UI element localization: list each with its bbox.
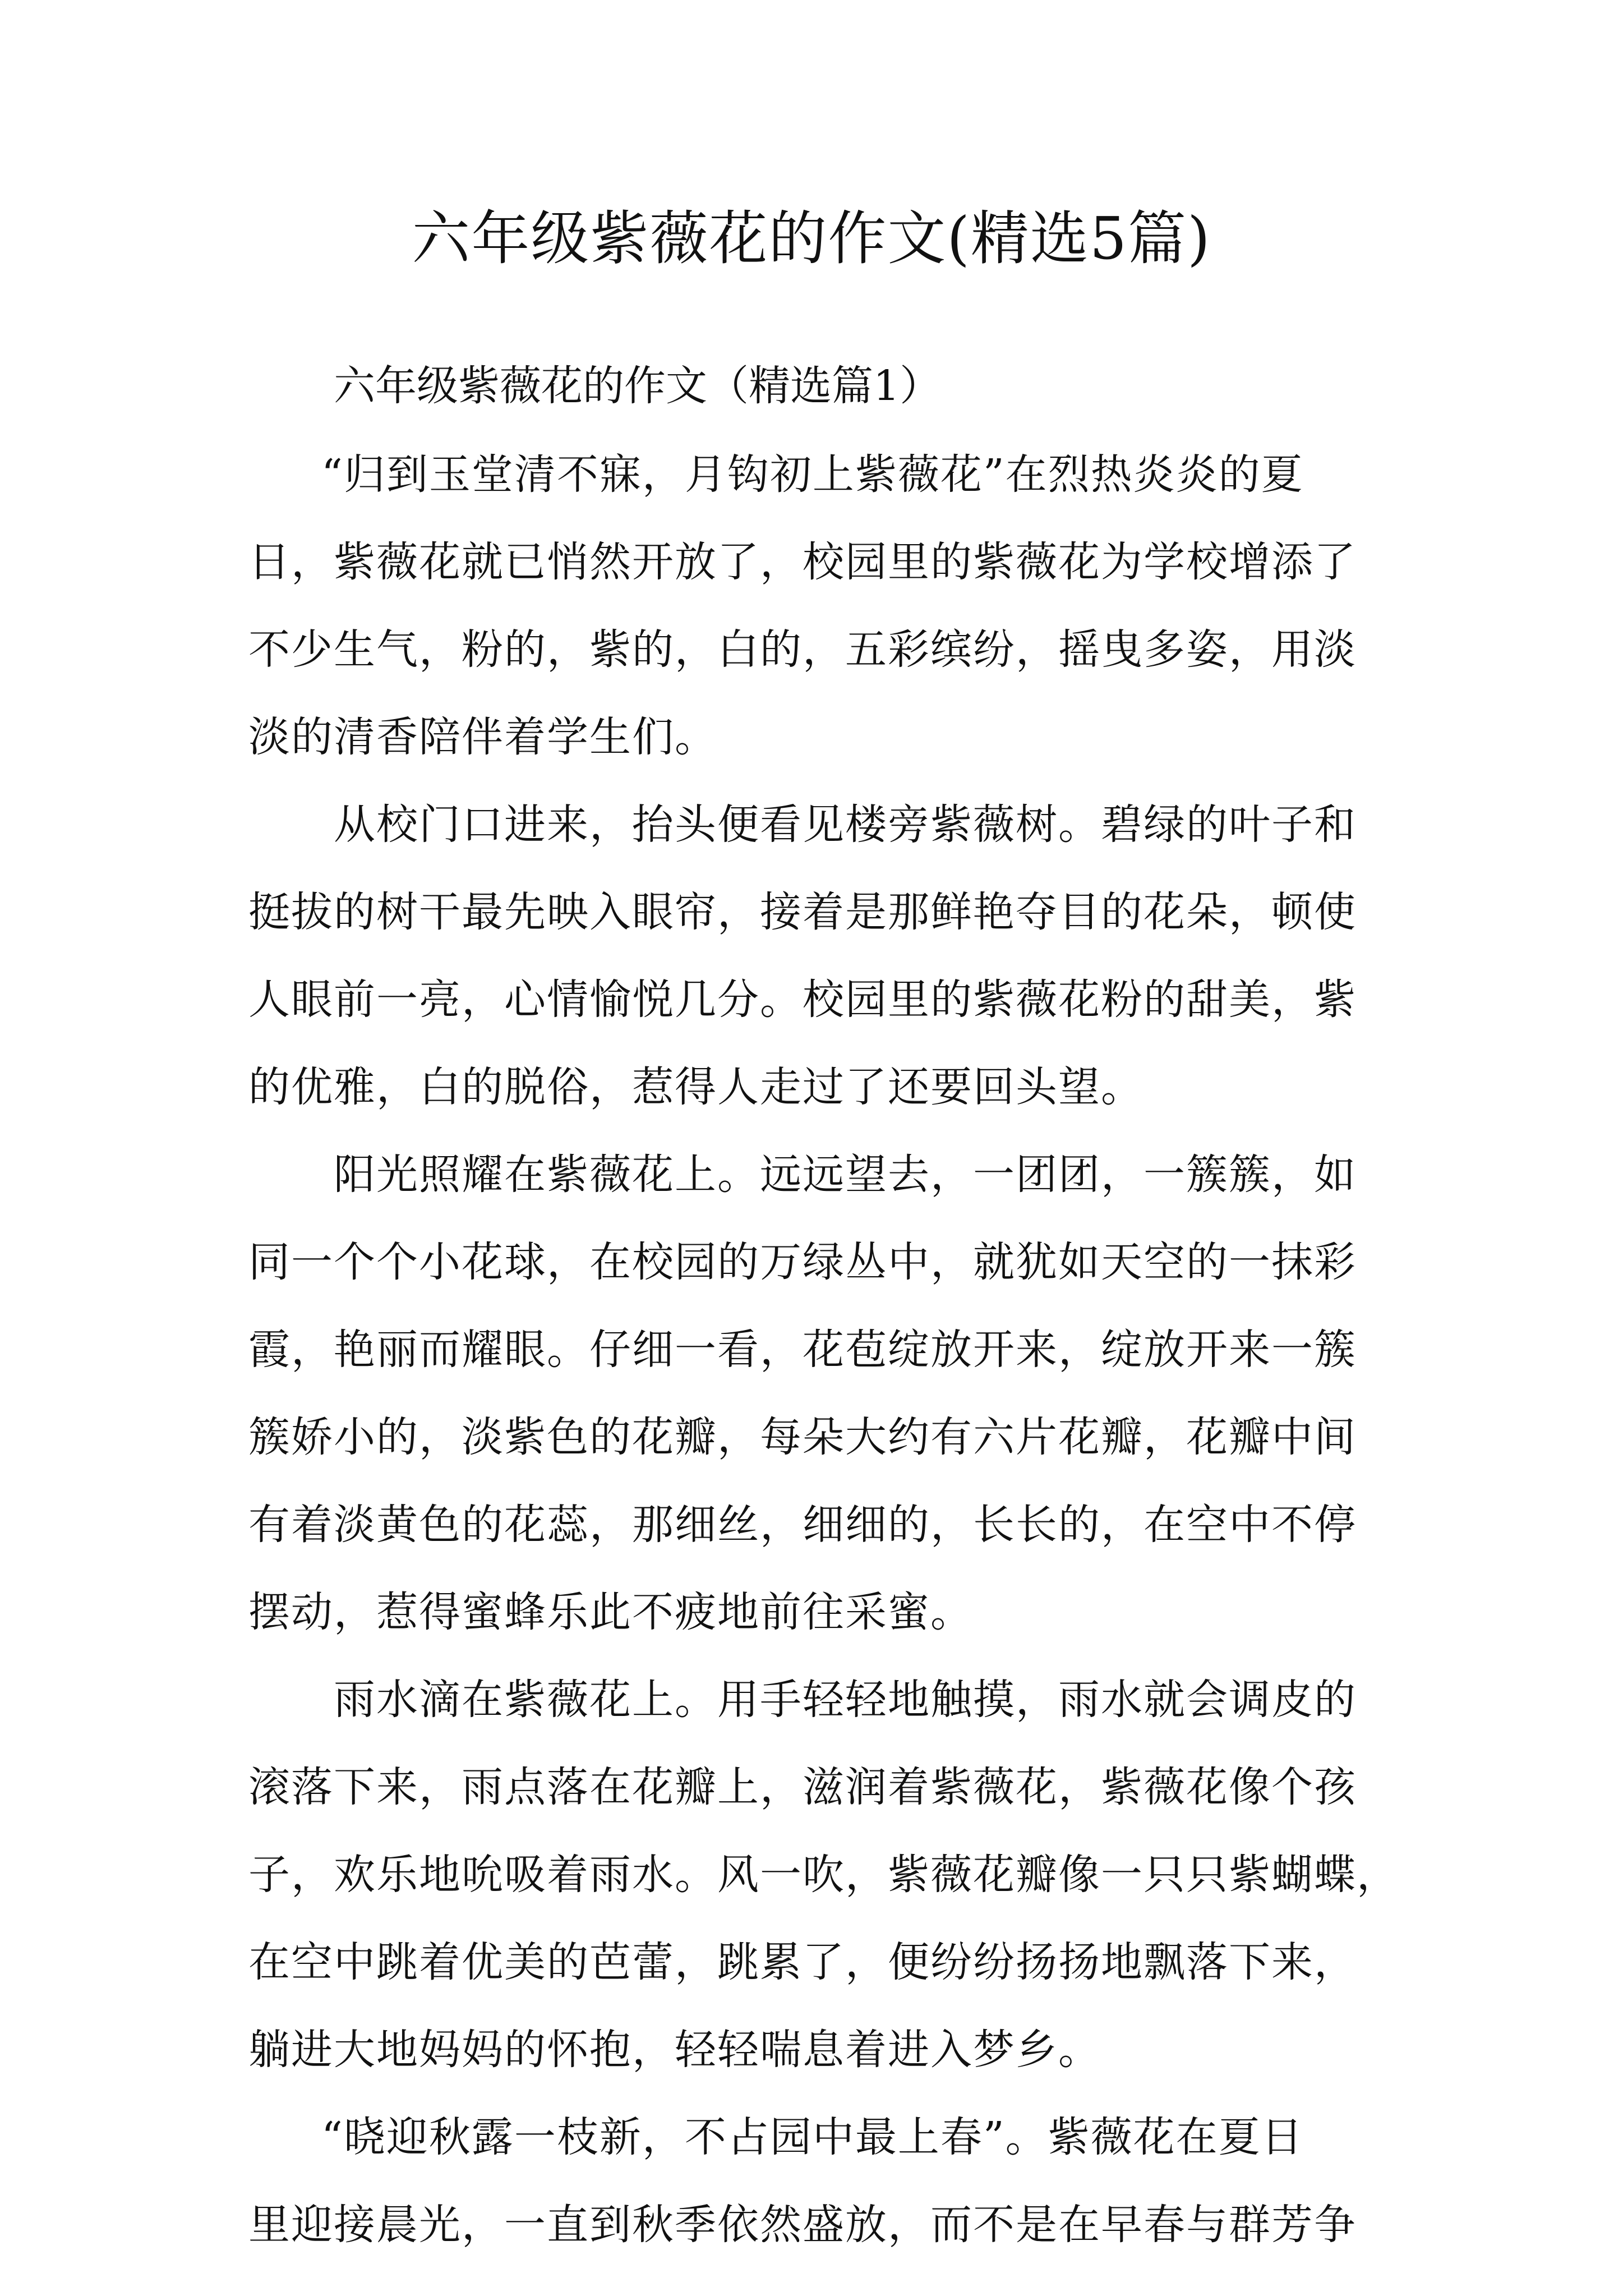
text-line: 滚落下来，雨点落在花瓣上，滋润着紫薇花，紫薇花像个孩	[248, 1763, 1357, 1811]
text-line: 阳光照耀在紫薇花上。远远望去，一团团，一簇簇，如	[334, 1151, 1357, 1199]
text-line: 霞，艳丽而耀眼。仔细一看，花苞绽放开来，绽放开来一簇	[248, 1326, 1357, 1374]
paragraph-1	[248, 431, 1393, 781]
text-line: 同一个个小花球，在校园的万绿丛中，就犹如天空的一抹彩	[248, 1238, 1357, 1286]
text-line: 里迎接晨光，一直到秋季依然盛放，而不是在早春与群芳争	[248, 2201, 1357, 2249]
text-line: “归到玉堂清不寐，月钩初上紫薇花”在烈热炎炎的夏	[321, 450, 1304, 499]
text-line: 躺进大地妈妈的怀抱，轻轻喘息着进入梦乡。	[248, 2026, 1101, 2074]
text-line: “晓迎秋露一枝新，不占园中最上春”。紫薇花在夏日	[321, 2113, 1304, 2161]
text-line: 雨水滴在紫薇花上。用手轻轻地触摸，雨水就会调皮的	[334, 1676, 1357, 1724]
text-line: 的优雅，白的脱俗，惹得人走过了还要回头望。	[248, 1063, 1144, 1111]
document-body	[248, 341, 1399, 2269]
text-line: 摆动，惹得蜜蜂乐此不疲地前往采蜜。	[248, 1588, 973, 1636]
paragraph-4	[248, 1656, 1399, 2093]
paragraph-2	[248, 781, 1393, 1131]
paragraph-5	[248, 2093, 1393, 2269]
text-line: 淡的清香陪伴着学生们。	[248, 713, 717, 761]
text-line: 挺拔的树干最先映入眼帘，接着是那鲜艳夺目的花朵，顿使	[248, 888, 1357, 936]
text-line: 在空中跳着优美的芭蕾，跳累了，便纷纷扬扬地飘落下来，	[248, 1938, 1357, 1986]
text-line: 有着淡黄色的花蕊，那细丝，细细的，长长的，在空中不停	[248, 1501, 1357, 1549]
section-heading: 六年级紫薇花的作文（精选篇1）	[334, 362, 942, 410]
text-line: 从校门口进来，抬头便看见楼旁紫薇树。碧绿的叶子和	[334, 800, 1357, 849]
paragraph-3	[248, 1131, 1393, 1656]
text-line: 日，紫薇花就已悄然开放了，校园里的紫薇花为学校增添了	[248, 538, 1357, 586]
text-line: 人眼前一亮，心情愉悦几分。校园里的紫薇花粉的甜美，紫	[248, 976, 1357, 1024]
document-title: 六年级紫薇花的作文(精选5篇)	[412, 204, 1211, 273]
text-line: 簇娇小的，淡紫色的花瓣，每朵大约有六片花瓣，花瓣中间	[248, 1413, 1357, 1461]
text-line: 不少生气，粉的，紫的，白的，五彩缤纷，摇曳多姿，用淡	[248, 625, 1357, 674]
text-line: 子，欢乐地吮吸着雨水。风一吹，紫薇花瓣像一只只紫蝴蝶，	[248, 1851, 1399, 1899]
